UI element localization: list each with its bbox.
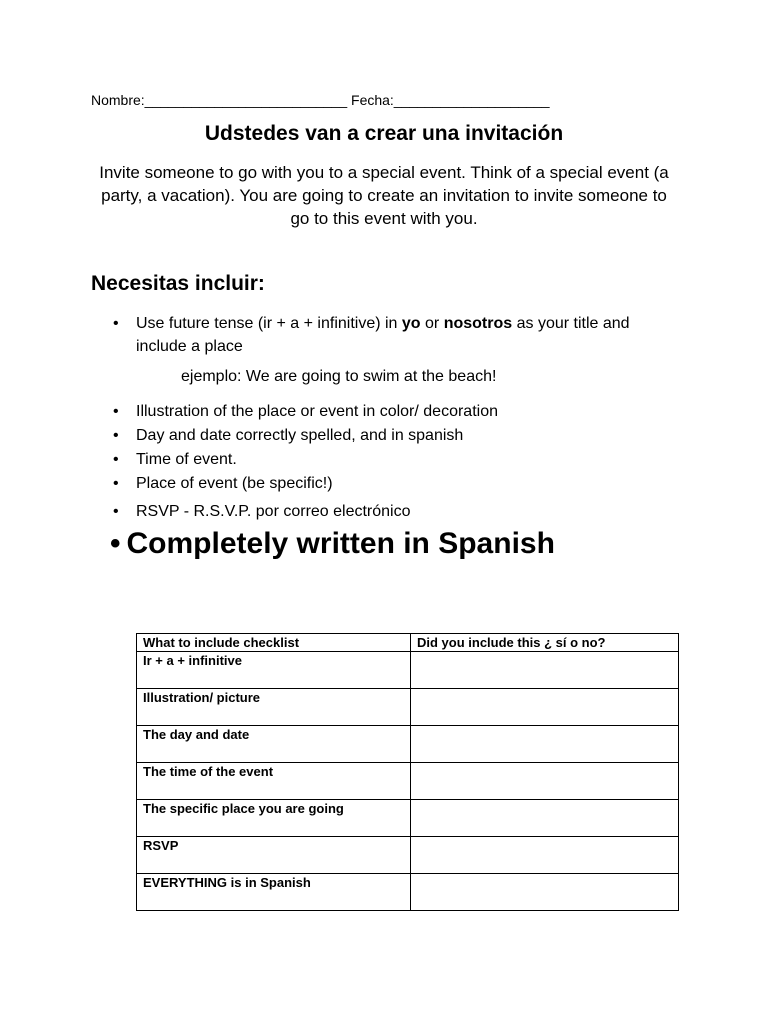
checklist-item: Ir + a + infinitive (137, 652, 411, 689)
checklist-answer-cell (411, 726, 679, 763)
bullet-marker: • (113, 315, 119, 332)
table-row (137, 689, 679, 726)
table-row (137, 874, 679, 911)
requirement-text-part: Use future tense (ir + a + infinitive) in (136, 315, 402, 332)
bullet-marker: • (113, 403, 119, 420)
checklist-header-answer: Did you include this ¿ sí o no? (411, 634, 679, 652)
requirement-item (113, 400, 498, 423)
example-sentence: ejemplo: We are going to swim at the beach! (181, 368, 497, 385)
checklist-answer-cell (411, 689, 679, 726)
requirement-text (136, 312, 683, 358)
checklist-header-row (137, 634, 679, 652)
emphasis-text: Completely written in Spanish (126, 527, 555, 560)
bullet-marker: • (113, 475, 119, 492)
checklist-answer-cell (411, 652, 679, 689)
checklist-answer-cell (411, 800, 679, 837)
bold-nosotros: nosotros (443, 315, 513, 332)
checklist-answer-cell (411, 837, 679, 874)
bold-yo: yo (401, 315, 421, 332)
bullet-marker: • (110, 527, 121, 560)
checklist-header-item: What to include checklist (137, 634, 411, 652)
checklist-item: The time of the event (137, 763, 411, 800)
name-date-line: Nombre:__________________________ Fecha:____________________ (91, 92, 550, 108)
requirement-emphasis (110, 527, 555, 561)
table-row (137, 763, 679, 800)
requirement-text: Place of event (be specific!) (136, 475, 333, 492)
requirement-item (113, 448, 237, 471)
bullet-marker: • (113, 427, 119, 444)
table-row (137, 837, 679, 874)
requirement-text: Illustration of the place or event in color/ decoration (136, 403, 498, 420)
requirement-text: Day and date correctly spelled, and in spanish (136, 427, 464, 444)
bullet-marker: • (113, 451, 119, 468)
checklist-item: EVERYTHING is in Spanish (137, 874, 411, 911)
checklist-answer-cell (411, 874, 679, 911)
requirement-text: Time of event. (136, 451, 237, 468)
intro-paragraph: Invite someone to go with you to a special event. Think of a special event (a party, a vacation). You are going to create an invitation to invite someone to go to this event with you. (99, 163, 669, 228)
checklist-table (136, 633, 679, 911)
checklist-answer-cell (411, 763, 679, 800)
page-title: Udstedes van a crear una invitación (204, 122, 564, 145)
section-heading: Necesitas incluir: (91, 272, 265, 295)
checklist-item: Illustration/ picture (137, 689, 411, 726)
bullet-marker: • (113, 503, 119, 520)
requirement-item (113, 472, 333, 495)
table-row (137, 800, 679, 837)
table-row (137, 652, 679, 689)
table-row (137, 726, 679, 763)
requirement-text-part: or (420, 315, 444, 332)
requirement-item (113, 500, 411, 523)
checklist-item: RSVP (137, 837, 411, 874)
checklist-item: The specific place you are going (137, 800, 411, 837)
requirement-text: RSVP - R.S.V.P. por correo electrónico (136, 503, 411, 520)
checklist-item: The day and date (137, 726, 411, 763)
requirement-future-tense (113, 312, 683, 358)
requirement-text-part: as your title and include a place (136, 315, 630, 355)
requirement-item (113, 424, 463, 447)
